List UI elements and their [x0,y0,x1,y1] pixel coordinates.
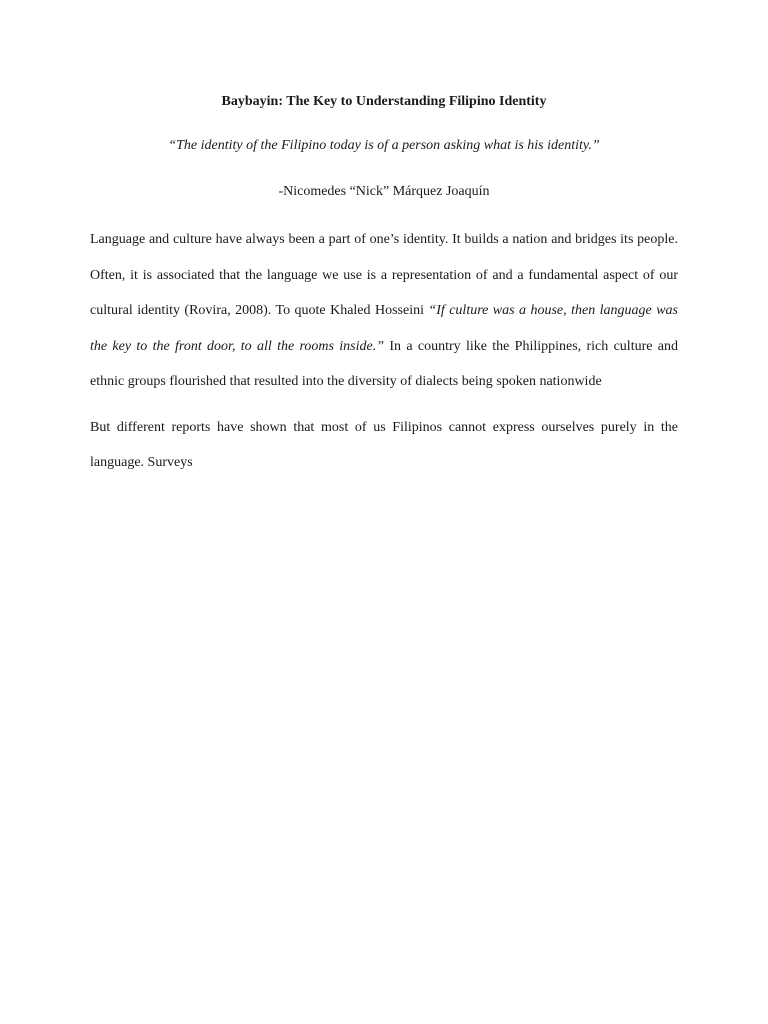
epigraph-quote: “The identity of the Filipino today is of a person asking what is his identity.” [168,138,600,153]
document-body [90,88,678,481]
document-title: Baybayin: The Key to Understanding Filipino Identity [221,94,547,109]
paragraph [90,222,678,400]
hosseini-quote: “If culture was a house, then language was the key to the front door, to all the rooms inside.” [90,303,678,354]
paragraph-text: In a country like the Philippines, rich culture and ethnic groups flourished that resulted into the diversity of dialects being spoken nationwide [90,338,678,389]
paragraph-text: Language and culture have always been a part of one’s identity. It builds a nation and bridges its people. Often, it is associated that the language we use is a representation of and a fundamental aspect of our cultural identity (Rovira, 2008). To quote Khaled Hosseini [90,232,678,318]
paragraph: But different reports have shown that most of us Filipinos cannot express ourselves purely in the language. Surveys [90,419,678,470]
epigraph-attribution: -Nicomedes “Nick” Márquez Joaquín [278,184,490,199]
